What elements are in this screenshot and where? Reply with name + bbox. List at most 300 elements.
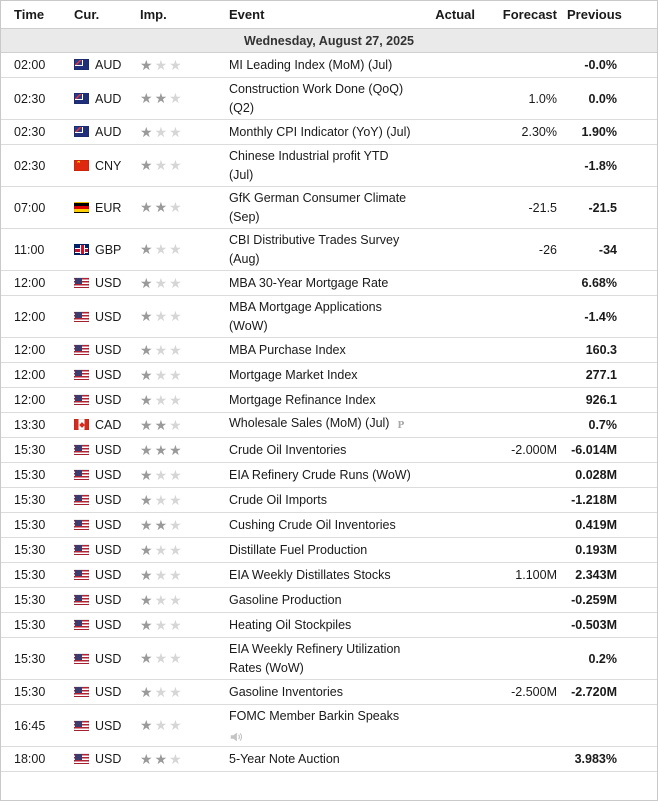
event-time: 15:30: [1, 680, 74, 705]
event-name[interactable]: CBI Distributive Trades Survey (Aug): [229, 232, 400, 266]
event-previous: 2.343M: [567, 563, 657, 588]
event-name-cell[interactable]: [229, 488, 421, 513]
event-time: 12:00: [1, 271, 74, 296]
star-empty-icon: ★: [154, 157, 170, 173]
event-name-cell[interactable]: [229, 53, 421, 78]
event-currency: [74, 78, 140, 120]
event-row[interactable]: [1, 638, 657, 680]
event-actual: [421, 638, 479, 680]
star-filled-icon: ★: [140, 491, 155, 508]
star-empty-icon: ★: [154, 717, 170, 733]
star-empty-icon: ★: [154, 341, 170, 358]
star-empty-icon: ★: [169, 391, 184, 408]
event-previous: 6.68%: [567, 271, 657, 296]
star-filled-icon: ★: [140, 566, 155, 583]
star-empty-icon: ★: [169, 717, 184, 733]
event-time: 15:30: [1, 463, 74, 488]
star-empty-icon: ★: [169, 616, 184, 633]
star-filled-icon: ★: [140, 341, 155, 358]
event-row[interactable]: [1, 388, 657, 413]
event-name-cell[interactable]: [229, 638, 421, 680]
event-name[interactable]: 5-Year Note Auction: [229, 751, 340, 766]
event-name[interactable]: MI Leading Index (MoM) (Jul): [229, 57, 393, 72]
currency-code: USD: [95, 618, 122, 632]
currency-code: EUR: [95, 200, 122, 215]
event-previous: 926.1: [567, 388, 657, 413]
event-actual: [421, 229, 479, 271]
importance-stars: [140, 296, 229, 338]
event-previous: -1.218M: [567, 488, 657, 513]
event-row[interactable]: [1, 588, 657, 613]
star-filled-icon: ★: [169, 441, 184, 458]
star-empty-icon: ★: [154, 56, 170, 73]
event-row[interactable]: [1, 187, 657, 229]
event-actual: [421, 538, 479, 563]
event-name[interactable]: FOMC Member Barkin Speaks: [229, 709, 400, 723]
currency-code: USD: [95, 593, 122, 607]
event-row[interactable]: [1, 78, 657, 120]
event-actual: [421, 613, 479, 638]
currency-code: USD: [95, 368, 122, 382]
star-empty-icon: ★: [169, 466, 184, 483]
event-time: 07:00: [1, 187, 74, 229]
gb-flag-icon: [74, 244, 89, 255]
currency-code: USD: [95, 718, 122, 733]
preliminary-icon: P: [397, 421, 405, 431]
us-flag-icon: [74, 594, 89, 605]
event-forecast: -2.500M: [479, 680, 567, 705]
event-previous: -0.0%: [567, 53, 657, 78]
event-time: 18:00: [1, 747, 74, 772]
event-currency: [74, 638, 140, 680]
event-forecast: -26: [479, 229, 567, 271]
event-previous: -6.014M: [567, 438, 657, 463]
event-actual: [421, 145, 479, 187]
currency-code: CAD: [95, 418, 122, 432]
star-filled-icon: ★: [140, 466, 155, 483]
importance-stars: [140, 120, 229, 145]
currency-code: GBP: [95, 242, 122, 257]
event-name-cell[interactable]: [229, 187, 421, 229]
event-previous: -1.8%: [567, 145, 657, 187]
ca-flag-icon: [74, 419, 89, 430]
importance-stars: [140, 363, 229, 388]
au-flag-icon: [74, 59, 89, 70]
us-flag-icon: [74, 544, 89, 555]
us-flag-icon: [74, 277, 89, 288]
event-time: 11:00: [1, 229, 74, 271]
us-flag-icon: [74, 653, 89, 664]
star-filled-icon: ★: [154, 516, 170, 533]
star-filled-icon: ★: [140, 750, 155, 767]
event-row[interactable]: [1, 363, 657, 388]
star-filled-icon: ★: [140, 366, 155, 383]
event-time: 02:30: [1, 145, 74, 187]
event-name-cell[interactable]: [229, 588, 421, 613]
currency-code: USD: [95, 543, 122, 557]
event-time: 12:00: [1, 338, 74, 363]
au-flag-icon: [74, 126, 89, 137]
event-name-cell[interactable]: [229, 413, 421, 438]
event-name[interactable]: Construction Work Done (QoQ) (Q2): [229, 81, 404, 115]
de-flag-icon: [74, 202, 89, 213]
us-flag-icon: [74, 619, 89, 630]
event-time: 15:30: [1, 538, 74, 563]
event-name-cell[interactable]: [229, 463, 421, 488]
importance-stars: [140, 680, 229, 705]
event-name-cell[interactable]: [229, 338, 421, 363]
currency-code: USD: [95, 276, 122, 290]
currency-code: AUD: [95, 125, 122, 139]
event-forecast: [479, 53, 567, 78]
importance-stars: [140, 388, 229, 413]
event-actual: [421, 187, 479, 229]
event-row[interactable]: [1, 680, 657, 705]
event-row[interactable]: [1, 463, 657, 488]
star-filled-icon: ★: [140, 199, 155, 215]
event-currency: [74, 120, 140, 145]
us-flag-icon: [74, 686, 89, 697]
star-filled-icon: ★: [140, 157, 155, 173]
event-name[interactable]: MBA Purchase Index: [229, 342, 346, 357]
importance-stars: [140, 145, 229, 187]
forecast-header[interactable]: Forecast: [479, 1, 567, 29]
star-empty-icon: ★: [169, 199, 184, 215]
previous-header[interactable]: Previous: [567, 1, 657, 29]
event-name-cell[interactable]: [229, 296, 421, 338]
event-name-cell[interactable]: [229, 78, 421, 120]
event-name[interactable]: Cushing Crude Oil Inventories: [229, 517, 396, 532]
importance-stars: [140, 613, 229, 638]
importance-stars: [140, 338, 229, 363]
star-empty-icon: ★: [169, 341, 184, 358]
star-empty-icon: ★: [169, 750, 184, 767]
event-forecast: [479, 588, 567, 613]
event-name[interactable]: Mortgage Refinance Index: [229, 392, 376, 407]
event-actual: [421, 705, 479, 747]
star-filled-icon: ★: [140, 90, 155, 106]
currency-code: USD: [95, 443, 122, 457]
event-currency: [74, 229, 140, 271]
star-filled-icon: ★: [154, 199, 170, 215]
importance-stars: [140, 705, 229, 747]
event-forecast: [479, 338, 567, 363]
star-empty-icon: ★: [169, 274, 184, 291]
event-time: 13:30: [1, 413, 74, 438]
event-currency: [74, 463, 140, 488]
currency-header[interactable]: Cur.: [74, 1, 140, 29]
star-empty-icon: ★: [154, 241, 170, 257]
date-label: Wednesday, August 27, 2025: [1, 29, 657, 53]
currency-code: USD: [95, 309, 122, 324]
event-name-cell[interactable]: [229, 363, 421, 388]
event-time: 15:30: [1, 588, 74, 613]
event-currency: [74, 388, 140, 413]
importance-stars: [140, 747, 229, 772]
event-currency: [74, 705, 140, 747]
event-currency: [74, 488, 140, 513]
event-name-cell[interactable]: [229, 120, 421, 145]
currency-code: USD: [95, 752, 122, 766]
currency-code: USD: [95, 568, 122, 582]
event-currency: [74, 413, 140, 438]
event-time: 15:30: [1, 513, 74, 538]
us-flag-icon: [74, 444, 89, 455]
event-time: 02:30: [1, 120, 74, 145]
star-empty-icon: ★: [154, 683, 170, 700]
event-actual: [421, 438, 479, 463]
us-flag-icon: [74, 394, 89, 405]
event-row[interactable]: [1, 229, 657, 271]
time-header[interactable]: Time: [1, 1, 74, 29]
currency-code: USD: [95, 493, 122, 507]
event-actual: [421, 53, 479, 78]
event-previous: 160.3: [567, 338, 657, 363]
event-actual: [421, 680, 479, 705]
currency-code: USD: [95, 518, 122, 532]
star-filled-icon: ★: [140, 241, 155, 257]
star-filled-icon: ★: [154, 441, 170, 458]
star-filled-icon: ★: [140, 683, 155, 700]
star-filled-icon: ★: [140, 616, 155, 633]
event-row[interactable]: [1, 53, 657, 78]
event-name[interactable]: Gasoline Production: [229, 592, 342, 607]
event-previous: -1.4%: [567, 296, 657, 338]
currency-code: USD: [95, 685, 122, 699]
importance-stars: [140, 563, 229, 588]
star-filled-icon: ★: [154, 750, 170, 767]
event-forecast: [479, 613, 567, 638]
event-name[interactable]: Chinese Industrial profit YTD (Jul): [229, 148, 389, 182]
event-row[interactable]: [1, 488, 657, 513]
event-actual: [421, 747, 479, 772]
event-actual: [421, 78, 479, 120]
star-empty-icon: ★: [154, 466, 170, 483]
star-empty-icon: ★: [169, 566, 184, 583]
importance-stars: [140, 229, 229, 271]
event-name[interactable]: Crude Oil Inventories: [229, 442, 347, 457]
event-row[interactable]: [1, 513, 657, 538]
event-row[interactable]: [1, 413, 657, 438]
event-name[interactable]: Mortgage Market Index: [229, 367, 358, 382]
event-time: 15:30: [1, 563, 74, 588]
event-name-cell[interactable]: [229, 388, 421, 413]
event-name[interactable]: Gasoline Inventories: [229, 684, 343, 699]
event-currency: [74, 613, 140, 638]
us-flag-icon: [74, 469, 89, 480]
star-filled-icon: ★: [140, 516, 155, 533]
event-row[interactable]: [1, 338, 657, 363]
event-previous: -0.503M: [567, 613, 657, 638]
event-name[interactable]: MBA 30-Year Mortgage Rate: [229, 275, 389, 290]
event-currency: [74, 588, 140, 613]
event-header[interactable]: Event: [229, 1, 421, 29]
event-time: 15:30: [1, 488, 74, 513]
star-empty-icon: ★: [169, 241, 184, 257]
star-empty-icon: ★: [169, 157, 184, 173]
importance-stars: [140, 488, 229, 513]
event-forecast: -21.5: [479, 187, 567, 229]
star-empty-icon: ★: [169, 56, 184, 73]
event-currency: [74, 563, 140, 588]
event-previous: -2.720M: [567, 680, 657, 705]
star-empty-icon: ★: [154, 650, 170, 666]
event-row[interactable]: [1, 271, 657, 296]
event-previous: 0.419M: [567, 513, 657, 538]
star-filled-icon: ★: [140, 56, 155, 73]
event-forecast: -2.000M: [479, 438, 567, 463]
event-forecast: [479, 747, 567, 772]
star-empty-icon: ★: [169, 516, 184, 533]
us-flag-icon: [74, 753, 89, 764]
event-time: 12:00: [1, 388, 74, 413]
speaker-icon: [229, 730, 243, 744]
event-previous: 277.1: [567, 363, 657, 388]
event-time: 12:00: [1, 363, 74, 388]
event-forecast: [479, 513, 567, 538]
event-forecast: [479, 705, 567, 747]
event-name[interactable]: EIA Weekly Refinery Utilization Rates (WoW): [229, 641, 401, 675]
event-name-cell[interactable]: [229, 229, 421, 271]
event-currency: [74, 145, 140, 187]
importance-stars: [140, 53, 229, 78]
importance-stars: [140, 271, 229, 296]
event-name[interactable]: EIA Weekly Distillates Stocks: [229, 567, 391, 582]
event-previous: -34: [567, 229, 657, 271]
event-name[interactable]: EIA Refinery Crude Runs (WoW): [229, 467, 411, 482]
star-filled-icon: ★: [154, 90, 170, 106]
event-row[interactable]: [1, 563, 657, 588]
event-forecast: 1.100M: [479, 563, 567, 588]
event-name-cell[interactable]: [229, 680, 421, 705]
event-time: 16:45: [1, 705, 74, 747]
star-filled-icon: ★: [140, 541, 155, 558]
event-name-cell[interactable]: [229, 438, 421, 463]
event-name[interactable]: Monthly CPI Indicator (YoY) (Jul): [229, 124, 411, 139]
actual-header[interactable]: Actual: [421, 1, 479, 29]
event-previous: 0.028M: [567, 463, 657, 488]
event-name[interactable]: Wholesale Sales (MoM) (Jul): [229, 416, 390, 430]
event-row[interactable]: [1, 120, 657, 145]
event-forecast: 2.30%: [479, 120, 567, 145]
star-filled-icon: ★: [140, 416, 155, 433]
star-empty-icon: ★: [154, 491, 170, 508]
currency-code: USD: [95, 343, 122, 357]
event-forecast: [479, 538, 567, 563]
event-forecast: [479, 413, 567, 438]
event-forecast: [479, 463, 567, 488]
star-empty-icon: ★: [169, 308, 184, 324]
event-row[interactable]: [1, 705, 657, 747]
event-name-cell[interactable]: [229, 747, 421, 772]
event-previous: 0.2%: [567, 638, 657, 680]
star-empty-icon: ★: [169, 123, 184, 140]
event-name-cell[interactable]: [229, 705, 421, 747]
event-name-cell[interactable]: [229, 563, 421, 588]
star-filled-icon: ★: [140, 274, 155, 291]
importance-stars: [140, 463, 229, 488]
event-name[interactable]: Distillate Fuel Production: [229, 542, 368, 557]
star-empty-icon: ★: [154, 274, 170, 291]
event-name[interactable]: MBA Mortgage Applications (WoW): [229, 299, 382, 333]
event-row[interactable]: [1, 438, 657, 463]
importance-header[interactable]: Imp.: [140, 1, 229, 29]
event-row[interactable]: [1, 747, 657, 772]
event-actual: [421, 120, 479, 145]
currency-code: CNY: [95, 158, 122, 173]
header-row: [1, 1, 657, 29]
date-row: [1, 29, 657, 53]
importance-stars: [140, 438, 229, 463]
star-empty-icon: ★: [169, 366, 184, 383]
us-flag-icon: [74, 344, 89, 355]
event-previous: 0.193M: [567, 538, 657, 563]
event-actual: [421, 363, 479, 388]
event-name-cell[interactable]: [229, 513, 421, 538]
us-flag-icon: [74, 519, 89, 530]
event-name-cell[interactable]: [229, 145, 421, 187]
event-forecast: [479, 271, 567, 296]
star-empty-icon: ★: [154, 616, 170, 633]
event-row[interactable]: [1, 613, 657, 638]
star-empty-icon: ★: [154, 123, 170, 140]
event-name-cell[interactable]: [229, 613, 421, 638]
currency-code: AUD: [95, 58, 122, 72]
star-empty-icon: ★: [154, 591, 170, 608]
star-empty-icon: ★: [154, 391, 170, 408]
event-actual: [421, 388, 479, 413]
event-name[interactable]: Heating Oil Stockpiles: [229, 617, 352, 632]
au-flag-icon: [74, 93, 89, 104]
us-flag-icon: [74, 494, 89, 505]
event-time: 02:30: [1, 78, 74, 120]
star-empty-icon: ★: [169, 650, 184, 666]
event-row[interactable]: [1, 296, 657, 338]
star-filled-icon: ★: [140, 391, 155, 408]
star-empty-icon: ★: [154, 541, 170, 558]
event-time: 15:30: [1, 438, 74, 463]
importance-stars: [140, 638, 229, 680]
event-name-cell[interactable]: [229, 538, 421, 563]
event-previous: 0.0%: [567, 78, 657, 120]
star-filled-icon: ★: [140, 591, 155, 608]
event-currency: [74, 296, 140, 338]
event-forecast: [479, 145, 567, 187]
event-forecast: 1.0%: [479, 78, 567, 120]
event-time: 02:00: [1, 53, 74, 78]
event-forecast: [479, 296, 567, 338]
currency-code: USD: [95, 468, 122, 482]
event-actual: [421, 463, 479, 488]
event-name[interactable]: Crude Oil Imports: [229, 492, 327, 507]
event-previous: 3.983%: [567, 747, 657, 772]
event-actual: [421, 488, 479, 513]
event-previous: -21.5: [567, 187, 657, 229]
currency-code: USD: [95, 393, 122, 407]
event-previous: [567, 705, 657, 747]
event-actual: [421, 271, 479, 296]
event-name[interactable]: GfK German Consumer Climate (Sep): [229, 190, 407, 224]
us-flag-icon: [74, 369, 89, 380]
event-row[interactable]: [1, 145, 657, 187]
event-previous: 0.7%: [567, 413, 657, 438]
event-name-cell[interactable]: [229, 271, 421, 296]
star-empty-icon: ★: [169, 683, 184, 700]
event-row[interactable]: [1, 538, 657, 563]
event-forecast: [479, 638, 567, 680]
star-filled-icon: ★: [154, 416, 170, 433]
event-time: 15:30: [1, 613, 74, 638]
